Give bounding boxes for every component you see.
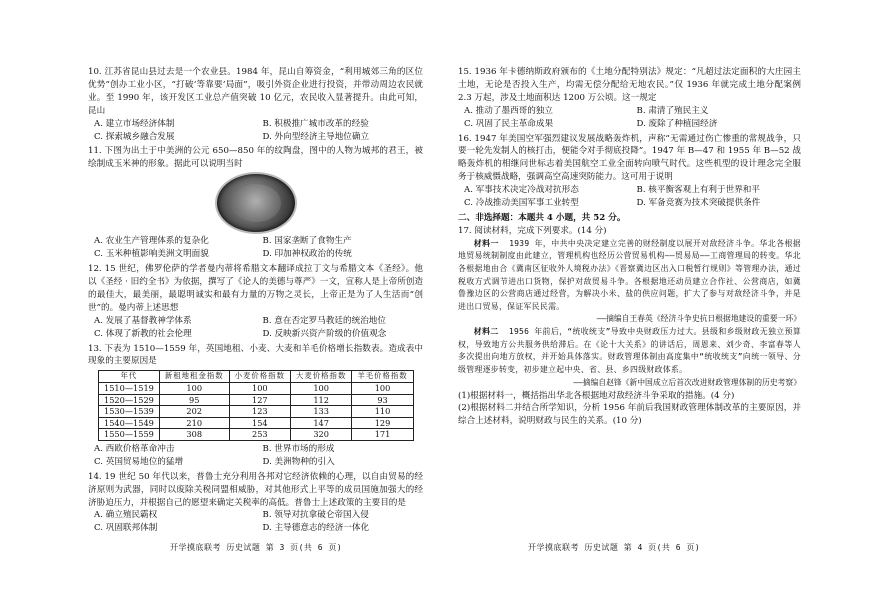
page-footer-left: 开学摸底联考 历史试题 第 3 页(共 6 页) xyxy=(170,543,343,552)
table-cell: 308 xyxy=(159,429,229,441)
table-cell: 129 xyxy=(352,417,413,429)
question-10-stem: 10. 江苏省昆山县过去是一个农业县。1984 年，昆山自筹资金，“利用城郊三角的区位优势”创办工业小区，“打破‘等靠要’局面”，吸引外资企业进行投资，并带动周边农民就业。至 1990 年，该开发区工业总产值突破 10 亿元，农民收入显著提升。由此可知，昆山 xyxy=(88,67,423,116)
table-cell: 1550—1559 xyxy=(99,429,160,441)
question-16-stem: 16. 1947 年美国空军强烈建议发展战略轰炸机，声称“无需通过伤亡惨重的常规战争，只要一轮先发制人的核打击，便能令对手彻底投降”。1947 年 B—47 和 1955 年 B—52 战略轰炸机的相继问世标志着美国航空工业全面转向喷气时代。这些机型的设计理念完全服务于核威慑战略，强调高空高速突防能力。这可用于说明 xyxy=(458,133,801,183)
q10-option-b: B. 积极推广城市改革的经验 xyxy=(262,118,369,129)
table-cell: 93 xyxy=(352,394,413,406)
q13-option-d: D. 美洲物种的引入 xyxy=(262,456,335,467)
q13-option-c: C. 英国贸易地位的猛增 xyxy=(94,456,184,467)
q10-option-c: C. 探索城乡融合发展 xyxy=(94,131,175,142)
table-cell: 210 xyxy=(159,417,229,429)
q16-option-b: B. 核平衡客观上有利于世界和平 xyxy=(636,185,760,196)
question-15-stem: 15. 1936 年卡德纳斯政府颁布的《土地分配特别法》规定：“凡超过法定面积的大庄园主土地，无论是否投入生产，均需无偿分配给无地农民。”仅 1936 年就完成土地分配案例 2.3 万起，涉及土地面积达 1200 万公顷。这一规定 xyxy=(458,67,801,103)
table-cell: 320 xyxy=(290,429,351,441)
table-cell: 100 xyxy=(229,382,290,394)
q16-option-a: A. 军事技术决定冷战对抗形态 xyxy=(464,185,579,196)
q16-option-d: D. 军备竞赛为技术突破提供条件 xyxy=(636,198,761,209)
material-one xyxy=(458,238,801,314)
question-14 xyxy=(88,471,423,536)
table-row xyxy=(99,417,414,429)
question-13-stem: 13. 下表为 1510—1559 年，英国地租、小麦、大麦和羊毛价格增长指数表。造成表中现象的主要原因是 xyxy=(88,343,423,367)
price-index-table xyxy=(98,370,414,441)
question-10 xyxy=(88,66,423,143)
table-cell: 127 xyxy=(229,394,290,406)
question-13 xyxy=(88,343,423,469)
material-one-source: ——摘编自王春英《经济斗争史抗日根据地建设的重要一环》 xyxy=(596,314,801,324)
q12-option-a: A. 发展了基督教神学体系 xyxy=(94,315,192,326)
table-row xyxy=(99,429,414,441)
q10-option-a: A. 建立市场经济体制 xyxy=(94,118,175,129)
table-row xyxy=(99,382,414,394)
table-cell: 100 xyxy=(159,382,229,394)
q12-option-c: C. 体现了新教的社会伦理 xyxy=(94,328,192,339)
q15-option-c: C. 巩固了民主革命成果 xyxy=(464,118,554,129)
table-cell: 147 xyxy=(290,417,351,429)
material-two-source: ——摘编自赵锋《新中国成立后首次改进财政管理体制的历史考察》 xyxy=(573,377,801,387)
table-header: 羊毛价格指数 xyxy=(352,371,413,383)
table-cell: 253 xyxy=(229,429,290,441)
question-11-options xyxy=(94,235,423,261)
table-cell: 100 xyxy=(290,382,351,394)
q15-option-a: A. 推动了墨西哥的独立 xyxy=(464,105,554,116)
table-row xyxy=(99,406,414,418)
question-11 xyxy=(88,145,423,261)
question-12-stem: 12. 15 世纪，佛罗伦萨的学者曼内蒂将希腊文本翻译成拉丁文与希腊文本《圣经》。他以《圣经 · 旧约全书》为依据，撰写了《论人的美德与尊严》一文，宣称人是上帝所创造的最佳大，最美丽，最聪明诚实和最有力量的万物之灵长，上帝正是为了人生活而“创世”的。曼内蒂上述思想 xyxy=(88,264,423,313)
q12-option-b: B. 意在否定罗马教廷的统治地位 xyxy=(262,315,386,326)
section-heading: 二、非选择题：本题共 4 小题，共 52 分。 xyxy=(458,212,626,223)
table-cell: 202 xyxy=(159,406,229,418)
table-row xyxy=(99,394,414,406)
table-cell: 123 xyxy=(229,406,290,418)
table-cell: 1540—1549 xyxy=(99,417,160,429)
q12-option-d: D. 反映新兴资产阶级的价值观念 xyxy=(262,328,387,339)
q14-option-d: D. 主导德意志的经济一体化 xyxy=(262,523,370,534)
question-11-stem: 11. 下图为出土于中美洲的公元 650—850 年的纹陶盘，图中的人物为城邦的君王，被绘制成玉米神的形象。据此可以说明当时 xyxy=(88,146,423,170)
table-cell: 1510—1519 xyxy=(99,382,160,394)
table-cell: 95 xyxy=(159,394,229,406)
table-header-row xyxy=(99,371,414,383)
table-cell: 100 xyxy=(352,382,413,394)
page-footer-right: 开学摸底联考 历史试题 第 4 页(共 6 页) xyxy=(528,543,701,552)
question-16-options xyxy=(464,184,801,210)
q14-option-b: B. 领导对抗拿破仑帝国入侵 xyxy=(262,510,369,521)
question-12 xyxy=(88,263,423,340)
q13-option-b: B. 世界市场的形成 xyxy=(262,443,335,454)
material-two xyxy=(458,326,801,376)
material-two-label: 材料二 xyxy=(473,327,499,337)
question-17-task-2: (2)根据材料二并结合所学知识，分析 1956 年前后我国财政管理体制改革的主要原因，并综合上述材料，说明财政与民生的关系。(10 分) xyxy=(458,403,801,427)
material-one-label: 材料一 xyxy=(473,238,499,248)
question-13-options xyxy=(94,443,423,469)
question-17-stem: 17. 阅读材料，完成下列要求。(14 分) xyxy=(458,225,607,236)
table-cell: 112 xyxy=(290,394,351,406)
question-10-options xyxy=(94,118,423,144)
table-header: 大麦价格指数 xyxy=(290,371,351,383)
table-header: 新租地租金指数 xyxy=(159,371,229,383)
question-15-options xyxy=(464,105,801,131)
q11-option-d: D. 印加神权政治的传统 xyxy=(262,249,352,260)
q15-option-b: B. 肃清了殖民主义 xyxy=(636,105,709,116)
question-15 xyxy=(458,66,801,131)
table-cell: 171 xyxy=(352,429,413,441)
pottery-plate-image xyxy=(217,174,295,232)
material-two-text: 1956 年前后，“统收统支”导致中央财政压力过大。县级和乡级财政无独立预算权，导致地方公共服务供给滞后。在《论十大关系》的讲话后，周恩来、刘少奇、李富春等人多次提出向地方放权，并开始具体落实。财政管理体制由高度集中“统收统支”向统一领导、分级管理逐步转变，初步建立起中央、省、县、乡四级财政体系。 xyxy=(458,327,802,375)
q10-option-d: D. 外向型经济主导地位确立 xyxy=(262,131,370,142)
table-header: 小麦价格指数 xyxy=(229,371,290,383)
table-header: 年代 xyxy=(99,371,160,383)
question-17-task-1: (1)根据材料一，概括指出华北各根据地对敌经济斗争采取的措施。(4 分) xyxy=(458,390,735,401)
table-cell: 133 xyxy=(290,406,351,418)
table-cell: 1520—1529 xyxy=(99,394,160,406)
q14-option-a: A. 确立殖民霸权 xyxy=(94,510,158,521)
question-14-stem: 14. 19 世纪 50 年代以来，普鲁士充分利用各邦对它经济依赖的心理，以自由贸易的经济原则为武器，同时以废除关税同盟相威胁，对其他形式上平等的成员国施加强大的经济胁迫压力，并根据自己的愿望来确定关税率的高低。普鲁士上述政策的主要目的是 xyxy=(88,471,423,508)
right-page xyxy=(458,66,801,615)
q11-option-a: A. 农业生产管理体系的复杂化 xyxy=(94,236,209,247)
q15-option-d: D. 废除了种植园经济 xyxy=(636,118,718,129)
question-12-options xyxy=(94,315,423,341)
table-cell: 154 xyxy=(229,417,290,429)
table-cell: 110 xyxy=(352,406,413,418)
q11-option-c: C. 玉米种植影响美洲文明面貌 xyxy=(94,249,209,260)
table-cell: 1530—1539 xyxy=(99,406,160,418)
q16-option-c: C. 冷战推动美国军事工业转型 xyxy=(464,198,579,209)
q14-option-c: C. 巩固联邦体制 xyxy=(94,523,158,534)
q13-option-a: A. 西欧价格革命冲击 xyxy=(94,443,175,454)
q11-option-b: B. 国家垄断了食物生产 xyxy=(262,236,352,247)
question-16 xyxy=(458,133,801,210)
material-one-text: 1939 年，中共中央决定建立完善的财经制度以展开对敌经济斗争。华北各根据地贸易统制制度由此建立，管理机构也经历公营贸易机构——贸易局——工商管理局的转变。华北各根据地由合《冀南区征收外人境税办法》《晋察冀边区出入口税暂行规则》等管理办法，通过税收方式调节进出口货物，保护对敌贸易斗争。各根据地还动员建立合作社、公营商店，如冀鲁豫边区的公营商店通过经营，为解决小米、盐的供应问题，扩大了参与对敌经济斗争，并是进出口贸易，保证军民民需。 xyxy=(458,238,802,311)
plate-figure xyxy=(231,184,281,222)
question-17 xyxy=(458,225,801,428)
question-14-options xyxy=(94,509,423,535)
left-page xyxy=(88,66,423,615)
